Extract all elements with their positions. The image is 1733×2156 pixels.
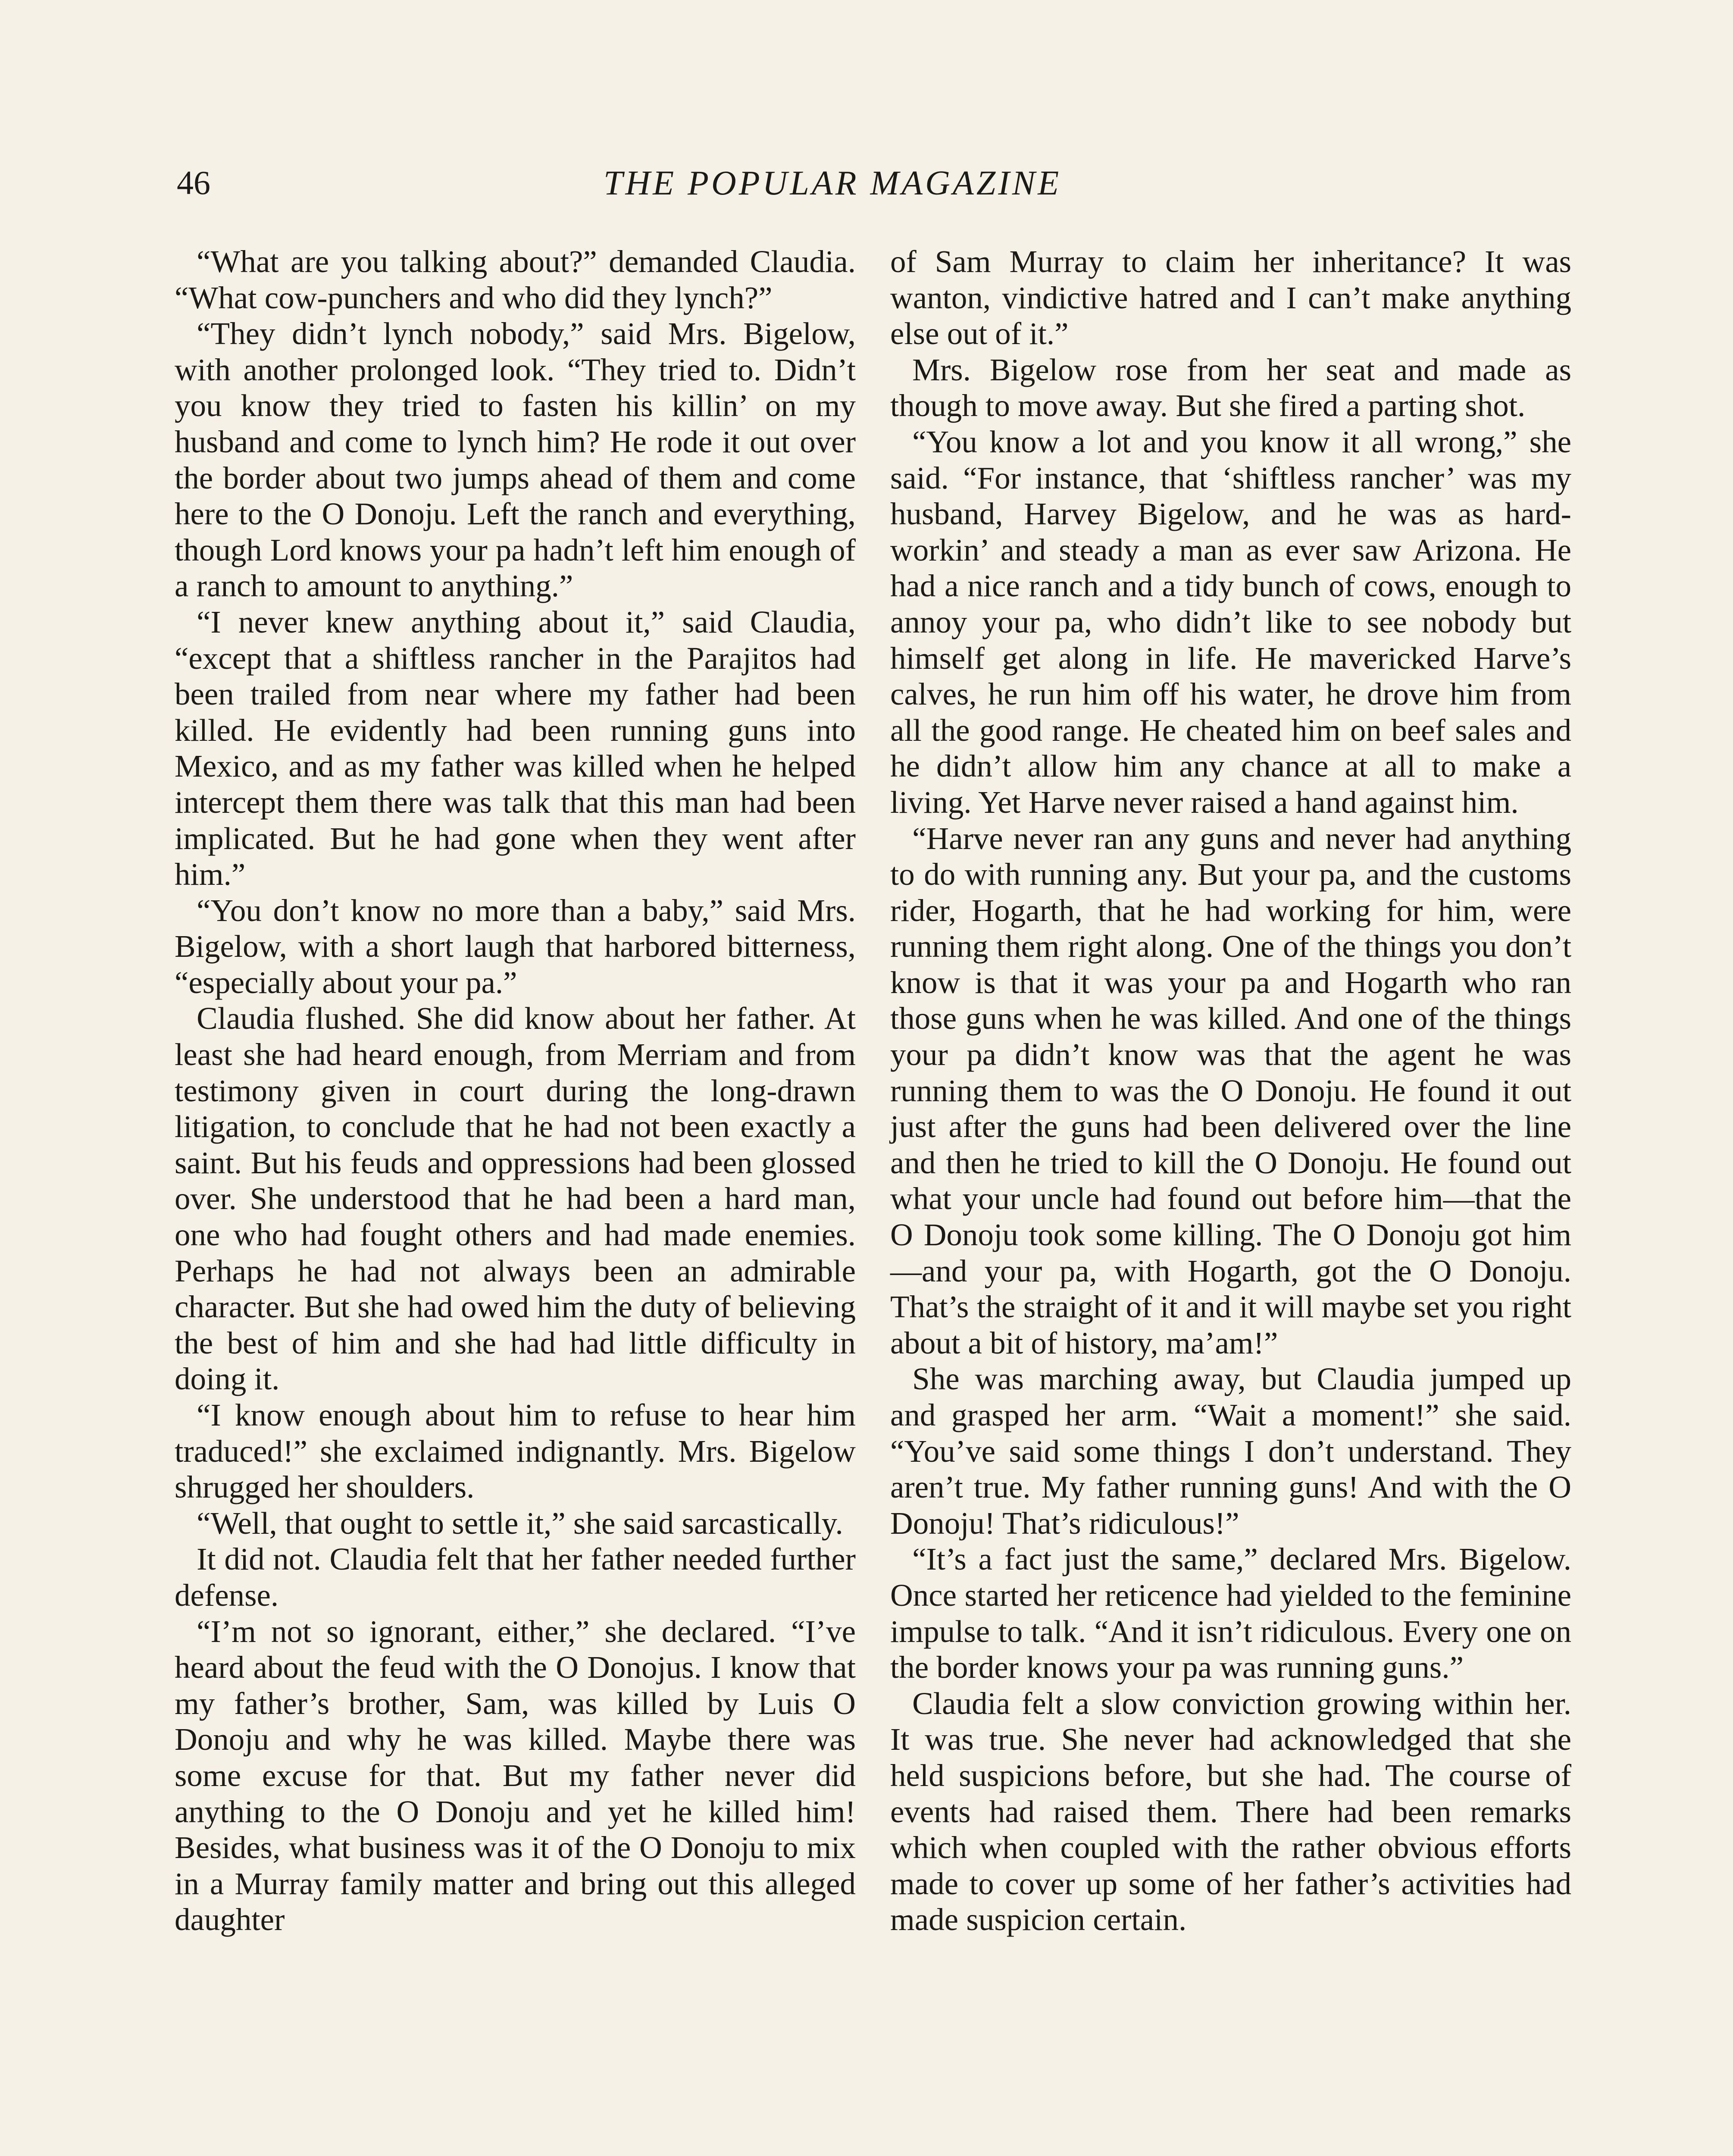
paragraph: She was marching away, but Claudia jumped up and grasped her arm. “Wait a moment!” she said. “You’ve said some things I don’t understand. They aren’t true. My father running guns! And with the O Donoju! That’s ridiculous!” <box>890 1361 1571 1541</box>
page-number: 46 <box>177 164 210 201</box>
paragraph: Claudia flushed. She did know about her father. At least she had heard enough, from Merriam and from testimony given in court during the long-drawn litigation, to conclude that he had not been exactly a saint. But his feuds and oppressions had been glossed over. She understood that he had been a hard man, one who had fought others and had made enemies. Perhaps he had not always been an admirable character. But she had owed him the duty of believing the best of him and she had had little difficulty in doing it. <box>175 1001 856 1397</box>
paragraph: “Well, that ought to settle it,” she said sarcastically. <box>197 1505 843 1541</box>
paragraph: “I know enough about him to refuse to hear him traduced!” she exclaimed indignantly. Mrs. Bigelow shrugged her shoulders. <box>175 1398 856 1505</box>
paragraph: Mrs. Bigelow rose from her seat and made as though to move away. But she fired a parting shot. <box>890 352 1571 423</box>
paragraph: “I never knew anything about it,” said Claudia, “except that a shiftless rancher in the Parajitos had been trailed from near where my father had been killed. He evidently had been running guns into Mexico, and as my father was killed when he helped intercept them there was talk that this man had been implicated. But he had gone when they went after him.” <box>175 604 856 892</box>
paragraph: It did not. Claudia felt that her father needed further defense. <box>175 1542 856 1613</box>
paragraph: “You don’t know no more than a baby,” said Mrs. Bigelow, with a short laugh that harbored bitterness, “especially about your pa.” <box>175 893 856 1000</box>
paragraph: “You know a lot and you know it all wrong,” she said. “For instance, that ‘shiftless rancher’ was my husband, Harvey Bigelow, and he was as hard-workin’ and steady a man as ever saw Arizona. He had a nice ranch and a tidy bunch of cows, enough to annoy your pa, who didn’t like to see nobody but himself get along in life. He mavericked Harve’s calves, he run him off his water, he drove him from all the good range. He cheated him on beef sales and he didn’t allow him any chance at all to make a living. Yet Harve never raised a hand against him. <box>890 424 1571 820</box>
paragraph: “Harve never ran any guns and never had anything to do with running any. But your pa, and the customs rider, Hogarth, that he had working for him, were running them right along. One of the things you don’t know is that it was your pa and Hogarth who ran those guns when he was killed. And one of the things your pa didn’t know was that the agent he was running them to was the O Donoju. He found it out just after the guns had been delivered over the line and then he tried to kill the O Donoju. He found out what your uncle had found out before him—that the O Donoju took some killing. The O Donoju got him—and your pa, with Hogarth, got the O Donoju. That’s the straight of it and it will maybe set you right about a bit of history, ma’am!” <box>890 821 1571 1360</box>
paragraph: “It’s a fact just the same,” declared Mrs. Bigelow. Once started her reticence had yielded to the feminine impulse to talk. “And it isn’t ridiculous. Every one on the border knows your pa was running guns.” <box>890 1542 1571 1685</box>
paragraph: “What are you talking about?” demanded Claudia. “What cow-punchers and who did they lynch?” <box>175 244 856 315</box>
running-head: THE POPULAR MAGAZINE <box>604 164 1062 202</box>
paragraph: “I’m not so ignorant, either,” she declared. “I’ve heard about the feud with the O Donojus. I know that my father’s brother, Sam, was killed by Luis O Donoju and why he was killed. Maybe there was some excuse for that. But my father never did anything to the O Donoju and yet he killed him! Besides, what business was it of the O Donoju to mix in a Murray family matter and bring out this alleged daughter <box>175 1614 856 1937</box>
paragraph: Claudia felt a slow conviction growing within her. It was true. She never had acknowledged that she held suspicions before, but she had. The course of events had raised them. There had been remarks which when coupled with the rather obvious efforts made to cover up some of her father’s activities had made suspicion certain. <box>890 1686 1571 1937</box>
left-column <box>175 244 856 1938</box>
right-column <box>890 244 1571 1938</box>
paragraph-continued: of Sam Murray to claim her inheritance? It was wanton, vindictive hatred and I can’t make anything else out of it.” <box>890 244 1571 351</box>
paragraph: “They didn’t lynch nobody,” said Mrs. Bigelow, with another prolonged look. “They tried to. Didn’t you know they tried to fasten his killin’ on my husband and come to lynch him? He rode it out over the border about two jumps ahead of them and come here to the O Donoju. Left the ranch and everything, though Lord knows your pa hadn’t left him enough of a ranch to amount to anything.” <box>175 316 856 604</box>
